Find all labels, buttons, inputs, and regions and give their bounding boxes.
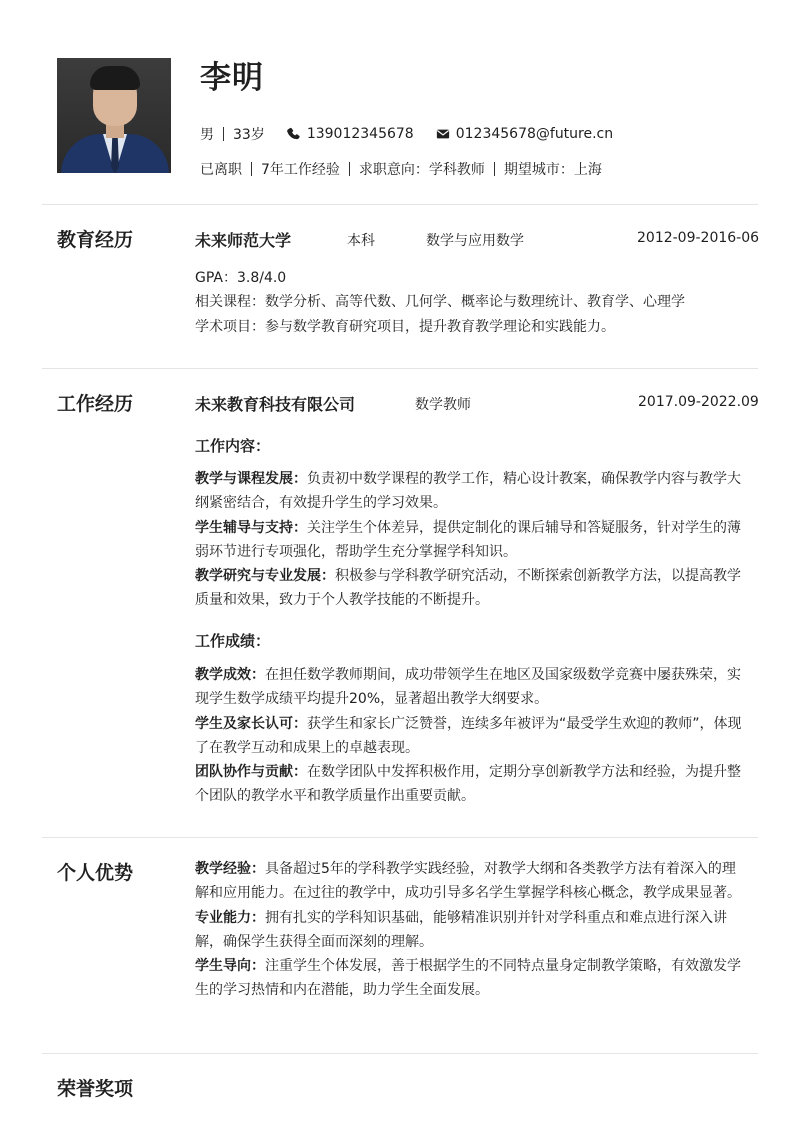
gpa: GPA：3.8/4.0: [195, 270, 287, 286]
section-divider: [42, 368, 758, 369]
education-details: [195, 266, 745, 339]
list-item: 教学研究与专业发展：积极参与学科教学研究活动，不断探索创新教学方法，以提高教学质量和效果，致力于个人教学技能的不断提升。: [195, 568, 741, 609]
list-item: 学生导向：注重学生个体发展，善于根据学生的不同特点量身定制教学策略，有效激发学生的学习热情和内在潜能，助力学生全面发展。: [195, 958, 741, 999]
work-title: 工作经历: [57, 393, 134, 415]
expected-city: 期望城市：上海: [503, 162, 602, 178]
basic-info-row: [200, 124, 613, 144]
employment-status: 已离职: [200, 162, 242, 178]
list-item: 学生及家长认可：获学生和家长广泛赞誉，连续多年被评为“最受学生欢迎的教师”，体现了在教学互动和成果上的卓越表现。: [195, 715, 742, 756]
strengths-list: [195, 857, 745, 1003]
job-intent: 求职意向：学科教师: [358, 162, 485, 178]
list-item: 教学经验：具备超过5年的学科教学实践经验，对教学大纲和各类教学方法有着深入的理解和应用能力。在过往的教学中，成功引导多名学生掌握学科核心概念，教学成果显著。: [195, 861, 741, 902]
divider: [223, 127, 224, 141]
section-divider: [42, 837, 758, 838]
school-name: 未来师范大学: [195, 231, 292, 250]
company-name: 未来教育科技有限公司: [195, 395, 356, 414]
work-content-list: [195, 467, 745, 613]
work-achievement-list: [195, 663, 745, 809]
education-title: 教育经历: [57, 229, 134, 251]
section-divider: [42, 204, 758, 205]
list-item: 教学与课程发展：负责初中数学课程的教学工作，精心设计教案，确保教学内容与教学大纲紧密结合，有效提升学生的学习效果。: [195, 471, 741, 512]
job-intent-row: [200, 159, 602, 179]
courses: 相关课程：数学分析、高等代数、几何学、概率论与数理统计、教育学、心理学: [195, 294, 685, 311]
candidate-name: 李明: [200, 60, 264, 96]
honors-title: 荣誉奖项: [57, 1078, 134, 1100]
degree: 本科: [347, 233, 375, 249]
work-content-heading: 工作内容：: [195, 437, 271, 455]
divider: [251, 162, 252, 176]
phone-number: 13901234567​8: [306, 126, 414, 142]
list-item: 教学成效：在担任数学教师期间，成功带领学生在地区及国家级数学竞赛中屡获殊荣，实现学生数学成绩平均提升20%，显著超出教学大纲要求。: [195, 667, 741, 708]
work-experience: 7年工作经验: [261, 162, 340, 178]
email-address: 012345678@future.cn: [455, 126, 614, 142]
education-period: 2012-09-2016-06: [637, 230, 760, 246]
divider: [349, 162, 350, 176]
strengths-title: 个人优势: [57, 862, 134, 884]
profile-photo: [57, 58, 171, 173]
work-achievement-heading: 工作成绩：: [195, 632, 271, 650]
phone-icon: [287, 127, 301, 141]
job-position: 数学教师: [415, 397, 471, 413]
section-divider: [42, 1053, 758, 1054]
list-item: 团队协作与贡献：在数学团队中发挥积极作用，定期分享创新教学方法和经验，为提升整个团队的教学水平和教学质量作出重要贡献。: [195, 764, 741, 805]
age: 33岁: [233, 127, 265, 143]
gender: 男: [200, 127, 214, 143]
major: 数学与应用数学: [426, 233, 524, 249]
academic-project: 学术项目：参与数学教育研究项目，提升教育教学理论和实践能力。: [195, 318, 615, 335]
work-period: 2017.09-2022.09: [638, 394, 759, 410]
list-item: 专业能力：拥有扎实的学科知识基础，能够精准识别并针对学科重点和难点进行深入讲解，确保学生获得全面而深刻的理解。: [195, 909, 727, 950]
divider: [494, 162, 495, 176]
email-icon: [436, 127, 450, 141]
list-item: 学生辅导与支持：关注学生个体差异，提供定制化的课后辅导和答疑服务，针对学生的薄弱环节进行专项强化，帮助学生充分掌握学科知识。: [195, 519, 741, 560]
